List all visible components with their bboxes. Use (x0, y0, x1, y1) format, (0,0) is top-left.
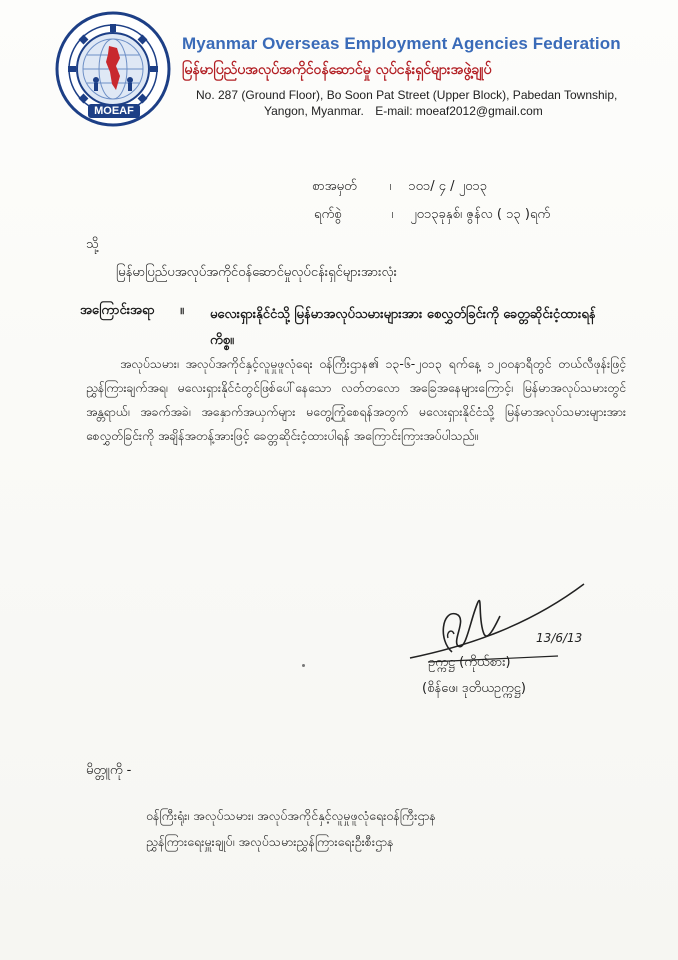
reference-number-label: စာအမှတ် (312, 179, 357, 194)
reference-date-label: ရက်စွဲ (314, 207, 342, 222)
copy-recipient: ဝန်ကြီးရုံး၊ အလုပ်သမား၊ အလုပ်အကိုင်နှင့်လူမှုဖူလုံရေးဝန်ကြီးဌာန (146, 808, 436, 823)
reference-date-value: ၂၀၁၃ခုနှစ်၊ ဇွန်လ ( ၁၃ )ရက် (410, 207, 551, 222)
copies-label: မိတ္တူကို - (86, 763, 132, 778)
reference-separator: ၊ (389, 179, 392, 194)
subject-separator: ။ (180, 303, 184, 318)
reference-number (312, 178, 487, 197)
reference-number-value: ၁၀၁/ ၄ / ၂၀၁၃ (408, 179, 488, 194)
organization-name-english: Myanmar Overseas Employment Agencies Federation (182, 34, 621, 53)
logo-wordmark: MOEAF (88, 104, 140, 118)
signature-date: 13/6/13 (536, 631, 583, 645)
subject-text: မလေးရှားနိုင်ငံသို့ မြန်မာအလုပ်သမားများအား စေလွှတ်ခြင်းကို ခေတ္တဆိုင်းငံ့ထားရန်ကိစ္စ။ (210, 307, 596, 348)
subject-label: အကြောင်းအရာ (80, 303, 155, 318)
paper-speck (302, 664, 305, 667)
reference-separator: ၊ (391, 207, 394, 222)
body-paragraph: အလုပ်သမား၊ အလုပ်အကိုင်နှင့်လူမှုဖူလုံရေး ဝန်ကြီးဌာန၏ ၁၃-၆-၂၀၁၃ ရက်နေ့ ၁၂၀၀နာရီတွင် တယ်လီဖုန်းဖြင့် ညွှန်ကြားချက်အရ၊ မလေးရှားနိုင်ငံတွင်ဖြစ်ပေါ်နေသော လတ်တလော အခြေအနေများကြောင့်၊ မြန်မာအလုပ်သမားတွင် အန္တရာယ်၊ အခက်အခဲ၊ အနှောက်အယှက်များ မတွေ့ကြုံစေရန်အတွက် မလေးရှားနိုင်ငံသို့ မြန်မာအလုပ်သမားများအား စေလွှတ်ခြင်းကို အချိန်အတန့်အားဖြင့် ခေတ္တဆိုင်းငံ့ထားပါရန် အကြောင်းကြားအပ်ပါသည်။ (86, 357, 626, 443)
signatory-title: ဥက္ကဋ္ဌ (ကိုယ်စား) (428, 655, 511, 670)
organization-name-myanmar: မြန်မာပြည်ပအလုပ်အကိုင်ဝန်ဆောင်မှု လုပ်ငန်းရှင်များအဖွဲ့ချုပ် (182, 62, 492, 78)
reference-date (314, 206, 550, 225)
copy-recipient: ညွှန်ကြားရေးမှူးချုပ်၊ အလုပ်သမားညွှန်ကြားရေးဦးစီးဌာန (146, 834, 394, 849)
signatory-name: (စိန်ဖေ၊ ဒုတိယဥက္ကဋ္ဌ) (422, 681, 526, 696)
to-label: သို့ (86, 237, 99, 252)
address-city: Yangon, Myanmar. (264, 104, 364, 118)
address-line-2 (264, 104, 543, 118)
recipient: မြန်မာပြည်ပအလုပ်အကိုင်ဝန်ဆောင်မှုလုပ်ငန်းရှင်များအားလုံး (116, 265, 397, 280)
email-address: E-mail: moeaf2012@gmail.com (375, 104, 543, 118)
address-line-1: No. 287 (Ground Floor), Bo Soon Pat Street (Upper Block), Pabedan Township, (196, 88, 618, 102)
